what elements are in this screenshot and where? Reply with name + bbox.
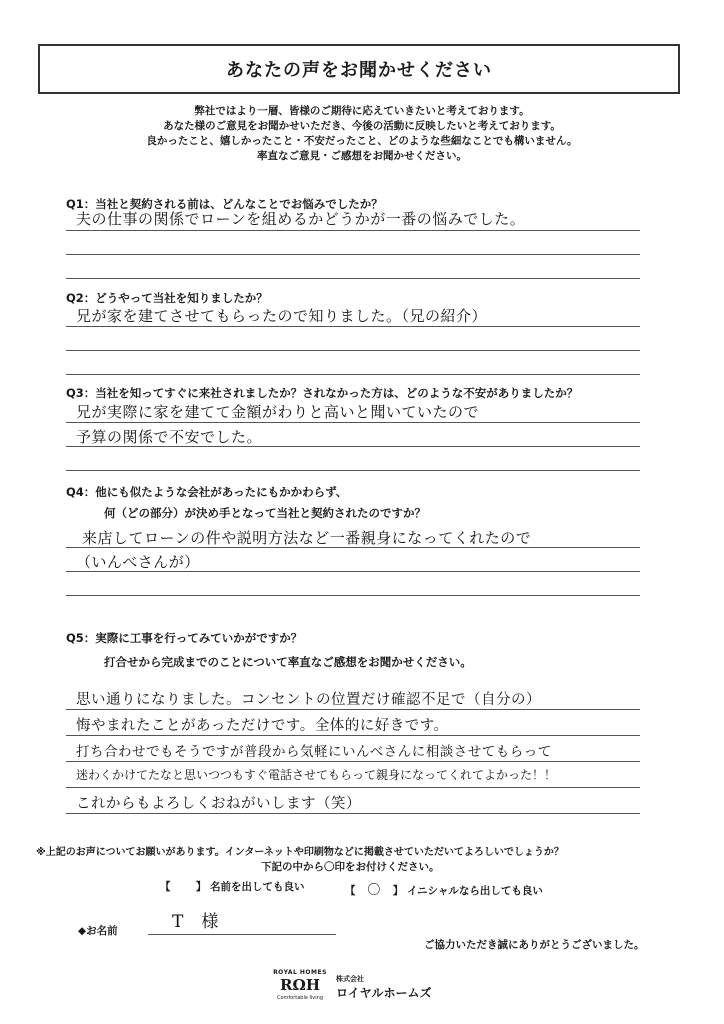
answer-rule — [66, 326, 640, 327]
answer-rule — [66, 422, 640, 423]
notice-line: ※上記のお声についてお願いがあります。インターネットや印刷物などに掲載させていただいてよろしいでしょうか？ — [36, 847, 564, 858]
answer-2-line: 兄が家を建てさせてもらったので知りました。（兄の紹介） — [76, 307, 488, 325]
answer-rule — [66, 735, 640, 736]
company-logo — [270, 969, 460, 1005]
name-label: ◆お名前 — [78, 925, 118, 937]
option-name-ok[interactable] — [160, 879, 304, 894]
intro-line: あなた様のご意見をお聞かせいただき、今後の活動に反映したいと考えております。 — [163, 120, 561, 132]
answer-rule — [66, 571, 640, 572]
option-label: イニシャルなら出しても良い — [406, 885, 543, 897]
answer-rule — [66, 278, 640, 279]
answer-1-line: 夫の仕事の関係でローンを組めるかどうかが一番の悩みでした。 — [76, 210, 526, 228]
answer-rule — [66, 470, 640, 471]
answer-rule — [66, 813, 640, 814]
page-title: あなたの声をお聞かせください — [38, 44, 680, 94]
answer-rule — [66, 787, 640, 788]
question-3-label: Q3：当社を知ってすぐに来社されましたか？されなかった方は、どのような不安がありましたか？ — [66, 386, 579, 400]
notice-line: 下記の中から〇印をお付けください。 — [261, 861, 440, 873]
intro-text — [0, 104, 724, 164]
intro-line: 良かったこと、嬉しかったこと・不安だったこと、どのような些細なことでも構いません。 — [146, 135, 578, 147]
bracket-open: 【 — [345, 885, 356, 897]
answer-rule — [66, 230, 640, 231]
name-underline — [148, 934, 336, 935]
bracket-close: 】 — [392, 885, 404, 897]
question-5-label-2: 打合せから完成までのことについて率直なご感想をお聞かせください。 — [104, 655, 472, 669]
logo-top-text: ROYAL HOMES — [273, 969, 327, 976]
answer-5-line: これからもよろしくおねがいします（笑） — [76, 796, 361, 812]
publication-notice — [36, 845, 688, 875]
question-4-label: Q4：他にも似たような会社があったにもかかわらず、 — [66, 485, 348, 499]
answer-5-line: 打ち合わせでもそうですが普段から気軽にいんべさんに相談させてもらって — [76, 744, 552, 760]
option-initials-ok[interactable] — [345, 879, 543, 898]
logo-mark-icon: RΩH — [280, 976, 320, 994]
answer-rule — [66, 709, 640, 710]
question-2-label: Q2：どうやって当社を知りましたか？ — [66, 291, 268, 305]
answer-rule — [66, 446, 640, 447]
answer-rule — [66, 374, 640, 375]
question-4-label-2: 何（どの部分）が決め手となって当社と契約されたのですか？ — [104, 506, 426, 520]
thanks-text: ご協力いただき誠にありがとうございました。 — [424, 939, 645, 951]
answer-4-line: （いんべさんが） — [76, 553, 200, 571]
intro-line: 弊社ではより一層、皆様のご期待に応えていきたいと考えております。 — [194, 105, 530, 117]
answer-4-line: 来店してローンの件や説明方法など一番親身になってくれたので — [82, 529, 532, 547]
question-1-label: Q1：当社と契約される前は、どんなことでお悩みでしたか？ — [66, 197, 383, 211]
answer-5-line: 思い通りになりました。コンセントの位置だけ確認不足で（自分の） — [76, 692, 541, 708]
answer-3-line: 予算の関係で不安でした。 — [76, 428, 263, 446]
answer-5-line: 迷わくかけてたなと思いつつもすぐ電話させてもらって親身になってくれてよかった！！ — [76, 768, 557, 782]
answer-5-line: 悔やまれたことがあっただけです。全体的に好きです。 — [76, 718, 449, 734]
option-label: 名前を出しても良い — [209, 881, 305, 893]
answer-rule — [66, 350, 640, 351]
intro-line: 率直なご意見・ご感想をお聞かせください。 — [257, 150, 467, 162]
bracket-close: 】 — [195, 881, 207, 893]
answer-rule — [66, 761, 640, 762]
answer-rule — [66, 254, 640, 255]
answer-rule — [66, 595, 640, 596]
bracket-open: 【 — [160, 881, 171, 893]
question-5-label: Q5：実際に工事を行ってみていかがですか？ — [66, 631, 303, 645]
option-mark-circled: 〇 — [367, 883, 381, 898]
name-value: T 様 — [172, 912, 219, 932]
answer-3-line: 兄が実際に家を建てて金額がわりと高いと聞いていたので — [76, 403, 480, 421]
company-prefix: 株式会社 — [336, 975, 364, 983]
logo-tagline: Comfortable living — [276, 995, 324, 1001]
answer-rule — [66, 547, 640, 548]
company-name: ロイヤルホームズ — [336, 986, 432, 1000]
